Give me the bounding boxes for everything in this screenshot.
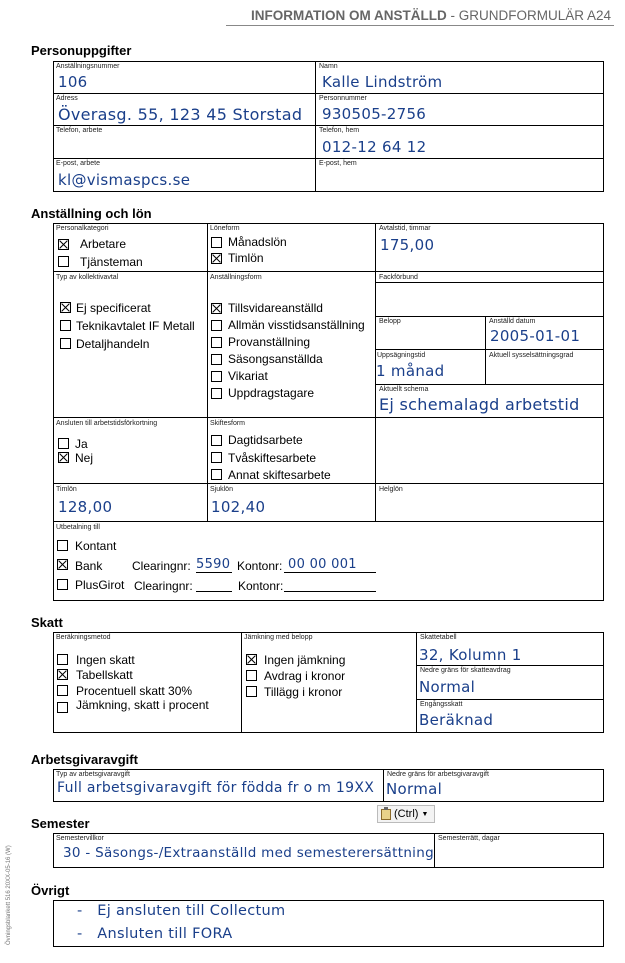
checkbox-jamkning-procent[interactable] <box>57 702 68 713</box>
skattetabell-field[interactable]: 32, Kolumn 1 <box>419 646 522 664</box>
bank-konto-field[interactable]: 00 00 001 <box>288 557 357 572</box>
timlon-field[interactable]: 128,00 <box>58 498 113 516</box>
form-id-side-text: Övningsblankett 516 20XX-05-16 (W) <box>6 845 12 945</box>
checkbox-teknikavtalet[interactable] <box>60 320 71 331</box>
anstallningsnummer-field[interactable]: 106 <box>58 73 88 91</box>
checkbox-tillsvidare[interactable] <box>211 303 222 314</box>
ovrigt-line-1[interactable]: - Ej ansluten till Collectum <box>77 903 286 919</box>
epost-arbete-field[interactable]: kl@vismaspcs.se <box>58 171 191 189</box>
arbetsgivaravgift-nedre-grans-field[interactable]: Normal <box>386 780 443 798</box>
section-heading-arbetsgivaravgift: Arbetsgivaravgift <box>31 752 138 767</box>
avtalstid-field[interactable]: 175,00 <box>380 236 435 254</box>
schema-field[interactable]: Ej schemalagd arbetstid <box>379 395 580 414</box>
section-heading-anstallning: Anställning och lön <box>31 206 152 221</box>
section-heading-semester: Semester <box>31 816 90 831</box>
paste-options-button[interactable]: (Ctrl) ▼ <box>377 805 435 823</box>
checkbox-arbetare[interactable] <box>58 239 69 250</box>
checkbox-tabellskatt[interactable] <box>57 669 68 680</box>
sjuklon-field[interactable]: 102,40 <box>211 498 266 516</box>
checkbox-vikariat[interactable] <box>211 371 222 382</box>
header-rule <box>226 25 614 26</box>
checkbox-manadslon[interactable] <box>211 237 222 248</box>
checkbox-atf-nej[interactable] <box>58 452 69 463</box>
checkbox-tillagg-kronor[interactable] <box>246 686 257 697</box>
checkbox-annat-skift[interactable] <box>211 469 222 480</box>
form-title: INFORMATION OM ANSTÄLLD - GRUNDFORMULÄR A24 <box>250 8 611 23</box>
checkbox-provanstallning[interactable] <box>211 337 222 348</box>
checkbox-kontant[interactable] <box>57 540 68 551</box>
checkbox-uppdragstagare[interactable] <box>211 388 222 399</box>
section-heading-ovrigt: Övrigt <box>31 883 70 898</box>
checkbox-plusgirot[interactable] <box>57 579 68 590</box>
checkbox-avdrag-kronor[interactable] <box>246 670 257 681</box>
namn-field[interactable]: Kalle Lindström <box>322 73 443 91</box>
ovrigt-line-2[interactable]: - Ansluten till FORA <box>77 926 233 942</box>
adress-field[interactable]: Överasg. 55, 123 45 Storstad <box>58 105 303 124</box>
dropdown-arrow-icon: ▼ <box>421 810 429 818</box>
uppsagningstid-field[interactable]: 1 månad <box>376 362 445 380</box>
engangsskatt-field[interactable]: Beräknad <box>419 711 494 729</box>
checkbox-allman-visstid[interactable] <box>211 320 222 331</box>
arbetsgivaravgift-typ-field[interactable]: Full arbetsgivaravgift för födda fr o m 19XX <box>57 780 375 796</box>
checkbox-atf-ja[interactable] <box>58 438 69 449</box>
telefon-hem-field[interactable]: 012-12 64 12 <box>322 138 427 156</box>
section-heading-personuppgifter: Personuppgifter <box>31 43 132 58</box>
checkbox-tvaskift[interactable] <box>211 452 222 463</box>
checkbox-ej-specificerat[interactable] <box>60 302 71 313</box>
checkbox-detaljhandeln[interactable] <box>60 338 71 349</box>
checkbox-dagtid[interactable] <box>211 435 222 446</box>
checkbox-timlon[interactable] <box>211 253 222 264</box>
checkbox-procentuell-skatt[interactable] <box>57 685 68 696</box>
checkbox-ingen-skatt[interactable] <box>57 654 68 665</box>
checkbox-ingen-jamkning[interactable] <box>246 654 257 665</box>
anstalld-datum-field[interactable]: 2005-01-01 <box>490 327 581 345</box>
checkbox-sasongsanstallda[interactable] <box>211 354 222 365</box>
checkbox-bank[interactable] <box>57 559 68 570</box>
skatt-nedre-grans-field[interactable]: Normal <box>419 678 476 696</box>
personnummer-field[interactable]: 930505-2756 <box>322 105 427 123</box>
section-heading-skatt: Skatt <box>31 615 63 630</box>
checkbox-tjansteman[interactable] <box>58 256 69 267</box>
semestervillkor-field[interactable]: 30 - Säsongs-/Extraanställd med semesterersättning <box>63 845 434 861</box>
clipboard-icon <box>381 809 391 820</box>
bank-clearing-field[interactable]: 5590 <box>196 557 231 572</box>
